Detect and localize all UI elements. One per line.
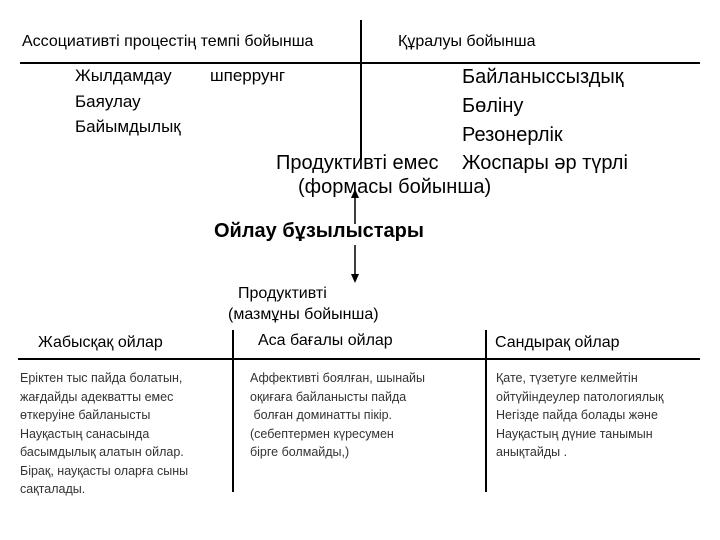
text-line: Аффективті боялған, шынайы (250, 371, 426, 385)
non-productive-sublabel: (формасы бойынша) (298, 176, 492, 198)
text-line: анықтайды . (496, 445, 568, 459)
text-line: Еріктен тыс пайда болатын, (20, 371, 183, 385)
column-header-obsessive: Жабысқақ ойлар (38, 334, 163, 351)
tempo-extra: шперрунг (210, 66, 286, 85)
column-text-overvalued (250, 369, 480, 462)
text-line: Негізде пайда болады және (496, 408, 658, 422)
tempo-item-2: Баяулау (75, 92, 141, 111)
non-productive-label: Продуктивті емес (276, 152, 439, 174)
bottom-divider-1 (232, 330, 234, 492)
structure-item-4: Жоспары әр түрлі (462, 152, 628, 174)
text-line: өткеруіне байланысты (20, 408, 151, 422)
tempo-item-3: Байымдылық (75, 117, 181, 136)
text-line: болған доминатты пікір. (250, 408, 393, 422)
structure-item-1: Байланыссыздық (462, 66, 624, 88)
text-line: (себептермен күресумен (250, 426, 394, 441)
text-line: Қате, түзетуге келмейтін (496, 371, 638, 385)
column-text-delusional (496, 369, 711, 462)
text-line: Бірақ, науқасты оларға сыны (20, 463, 189, 478)
productive-label: Продуктивті (238, 285, 327, 302)
structure-header: Құралуы бойынша (398, 33, 536, 50)
structure-item-3: Резонерлік (462, 124, 563, 146)
text-line: басымдылық алатын ойлар. (20, 445, 184, 459)
text-line: ойтүйіндеулер патологиялық (496, 389, 664, 404)
bottom-divider-2 (485, 330, 487, 492)
structure-item-2: Бөліну (462, 95, 524, 117)
tempo-item-1: Жылдамдау (75, 66, 172, 85)
text-line: Науқастың дүние танымын (496, 426, 653, 441)
tempo-header: Ассоциативті процестің темпі бойынша (22, 33, 314, 50)
column-text-obsessive (20, 369, 232, 499)
text-line: жағдайды адекватты емес (20, 389, 174, 404)
column-header-overvalued: Аса бағалы ойлар (258, 332, 393, 349)
column-header-delusional: Сандырақ ойлар (495, 334, 620, 351)
text-line: оқиғаға байланысты пайда (250, 389, 407, 404)
text-line: сақталады. (20, 482, 86, 496)
text-line: бірге болмайды,) (250, 445, 350, 459)
top-vertical-divider (360, 20, 362, 160)
text-line: Науқастың санасында (20, 426, 150, 441)
center-title: Ойлау бұзылыстары (214, 220, 424, 242)
arrow-down (345, 243, 365, 287)
productive-sublabel: (мазмұны бойынша) (228, 306, 379, 323)
bottom-horizontal-line (18, 358, 700, 360)
